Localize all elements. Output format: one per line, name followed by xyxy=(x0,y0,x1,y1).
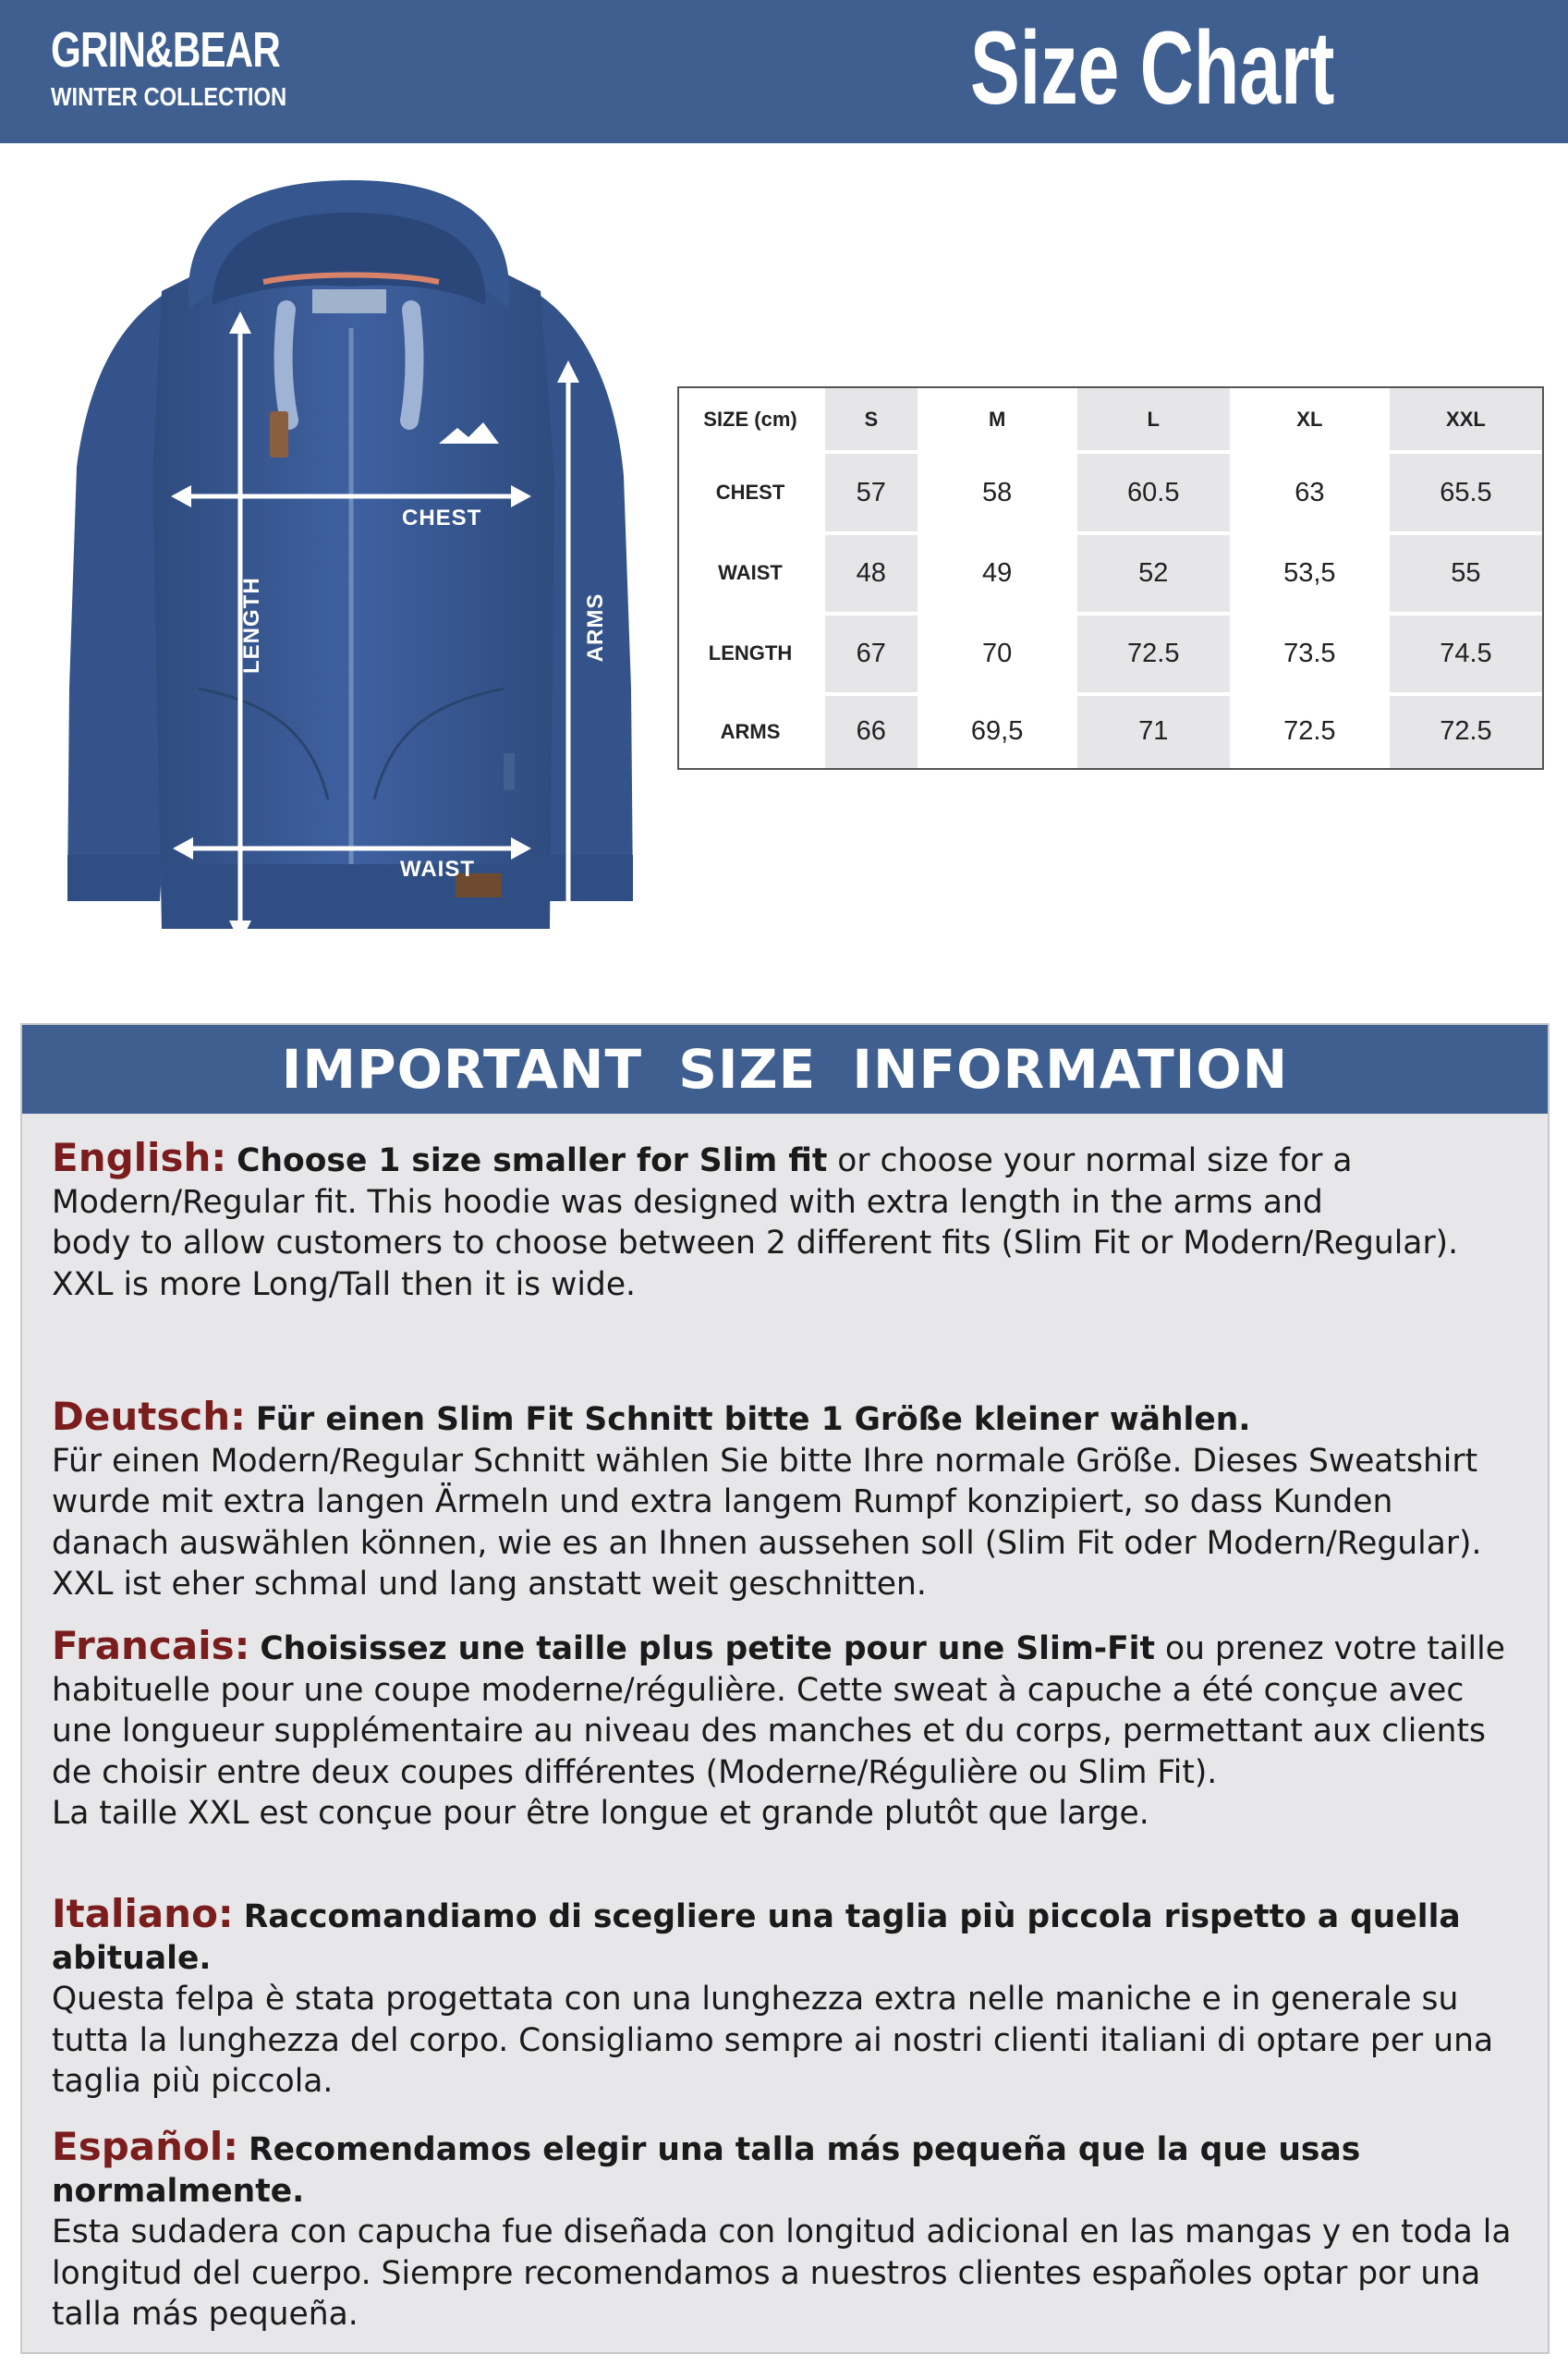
hoodie-illustration xyxy=(51,171,651,966)
info-line: ou prenez votre taille xyxy=(1155,1630,1505,1667)
table-cell: 69,5 xyxy=(918,696,1074,768)
info-line: habituelle pour une coupe moderne/régulière. Cette sweat à capuche a été conçue avec xyxy=(52,1671,1465,1709)
page-title: Size Chart xyxy=(970,10,1335,126)
info-line: taglia più piccola. xyxy=(52,2063,334,2100)
table-cell: 72.5 xyxy=(1386,696,1542,768)
table-cell: 49 xyxy=(918,535,1074,616)
table-cell: 66 xyxy=(821,696,918,768)
size-header-s: S xyxy=(821,388,918,454)
size-chart-table xyxy=(677,386,1544,770)
length-label: LENGTH xyxy=(239,577,264,674)
table-row xyxy=(679,454,1542,534)
size-information-panel xyxy=(20,1023,1550,2354)
row-label-waist: WAIST xyxy=(679,535,821,616)
size-header-xl: XL xyxy=(1230,388,1386,454)
table-cell: 63 xyxy=(1230,454,1386,534)
table-cell: 48 xyxy=(821,535,918,616)
info-line: longitud del cuerpo. Siempre recomendamos a nuestros clientes españoles optar por una xyxy=(52,2254,1481,2292)
brand-logo-subtitle: WINTER COLLECTION xyxy=(51,82,287,111)
info-line: une longueur supplémentaire au niveau des manches et du corps, permettant aux clients xyxy=(52,1713,1486,1750)
table-cell: 72.5 xyxy=(1230,696,1386,768)
size-header-l: L xyxy=(1074,388,1230,454)
lang-key-advice: Für einen Slim Fit Schnitt bitte 1 Größe kleiner wählen. xyxy=(255,1401,1251,1438)
info-section-italiano xyxy=(52,1891,1549,2103)
size-header-xxl: XXL xyxy=(1386,388,1542,454)
info-section-espanol xyxy=(52,2124,1549,2336)
arms-label: ARMS xyxy=(583,592,608,663)
info-line: XXL ist eher schmal und lang anstatt weit geschnitten. xyxy=(52,1566,927,1603)
lang-key-advice: Choose 1 size smaller for Slim fit xyxy=(237,1142,828,1179)
info-section-english xyxy=(52,1135,1549,1305)
info-line: body to allow customers to choose between 2 different fits (Slim Fit or Modern/Regular). xyxy=(52,1225,1459,1262)
size-unit-header: SIZE (cm) xyxy=(679,388,821,454)
info-line: talla más pequeña. xyxy=(52,2296,359,2333)
lang-name: English: xyxy=(52,1135,227,1180)
lang-name: Francais: xyxy=(52,1623,250,1668)
info-section-francais xyxy=(52,1623,1549,1835)
table-cell: 53,5 xyxy=(1230,535,1386,616)
lang-key-advice: Choisissez une taille plus petite pour une Slim-Fit xyxy=(260,1630,1155,1667)
info-line: danach auswählen können, wie es an Ihnen aussehen soll (Slim Fit oder Modern/Regular). xyxy=(52,1524,1482,1562)
row-label-length: LENGTH xyxy=(679,616,821,696)
info-line: Für einen Modern/Regular Schnitt wählen Sie bitte Ihre normale Größe. Dieses Sweatshirt xyxy=(52,1442,1478,1480)
table-cell: 57 xyxy=(821,454,918,534)
lang-key-advice: Recomendamos elegir una talla más pequeña que la que usas normalmente. xyxy=(52,2131,1361,2210)
info-line: wurde mit extra langen Ärmeln und extra langem Rumpf konzipiert, so dass Kunden xyxy=(52,1483,1393,1520)
hoodie-measurement-diagram xyxy=(51,171,651,966)
size-header-m: M xyxy=(918,388,1074,454)
table-cell: 55 xyxy=(1386,535,1542,616)
table-header-row xyxy=(679,388,1542,454)
info-line: Esta sudadera con capucha fue diseñada con longitud adicional en las mangas y en toda la xyxy=(52,2214,1512,2250)
info-section-deutsch xyxy=(52,1396,1549,1605)
table-cell: 74.5 xyxy=(1386,616,1542,696)
table-cell: 60.5 xyxy=(1074,454,1230,534)
info-line: de choisir entre deux coupes différentes (Moderne/Régulière ou Slim Fit). xyxy=(52,1753,1218,1791)
lang-name: Español: xyxy=(52,2124,239,2169)
header-bar xyxy=(0,0,1568,143)
table-cell: 70 xyxy=(918,616,1074,696)
table-cell: 73.5 xyxy=(1230,616,1386,696)
table-row xyxy=(679,696,1542,768)
table-row xyxy=(679,616,1542,696)
lang-key-advice: Raccomandiamo di scegliere una taglia più piccola rispetto a quella abituale. xyxy=(52,1898,1461,1977)
info-line: La taille XXL est conçue pour être longue et grande plutôt que large. xyxy=(52,1795,1149,1832)
row-label-arms: ARMS xyxy=(720,719,781,743)
table-cell: 67 xyxy=(821,616,918,696)
waist-label: WAIST xyxy=(400,857,475,882)
table-cell: 52 xyxy=(1074,535,1230,616)
info-banner-title: IMPORTANT SIZE INFORMATION xyxy=(22,1025,1548,1114)
table-cell: 72.5 xyxy=(1074,616,1230,696)
lang-name: Italiano: xyxy=(52,1891,234,1936)
info-line: or choose your normal size for a xyxy=(827,1142,1353,1179)
table-cell: 65.5 xyxy=(1386,454,1542,534)
lang-name: Deutsch: xyxy=(52,1394,246,1439)
info-line: XXL is more Long/Tall then it is wide. xyxy=(52,1265,637,1303)
info-line: tutta la lunghezza del corpo. Consigliamo sempre ai nostri clienti italiani di optare per una xyxy=(52,2021,1494,2059)
table-row xyxy=(679,535,1542,616)
chest-label: CHEST xyxy=(402,506,482,531)
brand-logo-name: GRIN&BEAR xyxy=(51,22,281,78)
row-label-chest: CHEST xyxy=(679,454,821,534)
info-line: Modern/Regular fit. This hoodie was designed with extra length in the arms and xyxy=(52,1183,1323,1221)
info-line: Questa felpa è stata progettata con una lunghezza extra nelle maniche e in generale su xyxy=(52,1981,1459,2018)
table-cell: 58 xyxy=(918,454,1074,534)
table-cell: 71 xyxy=(1074,696,1230,768)
